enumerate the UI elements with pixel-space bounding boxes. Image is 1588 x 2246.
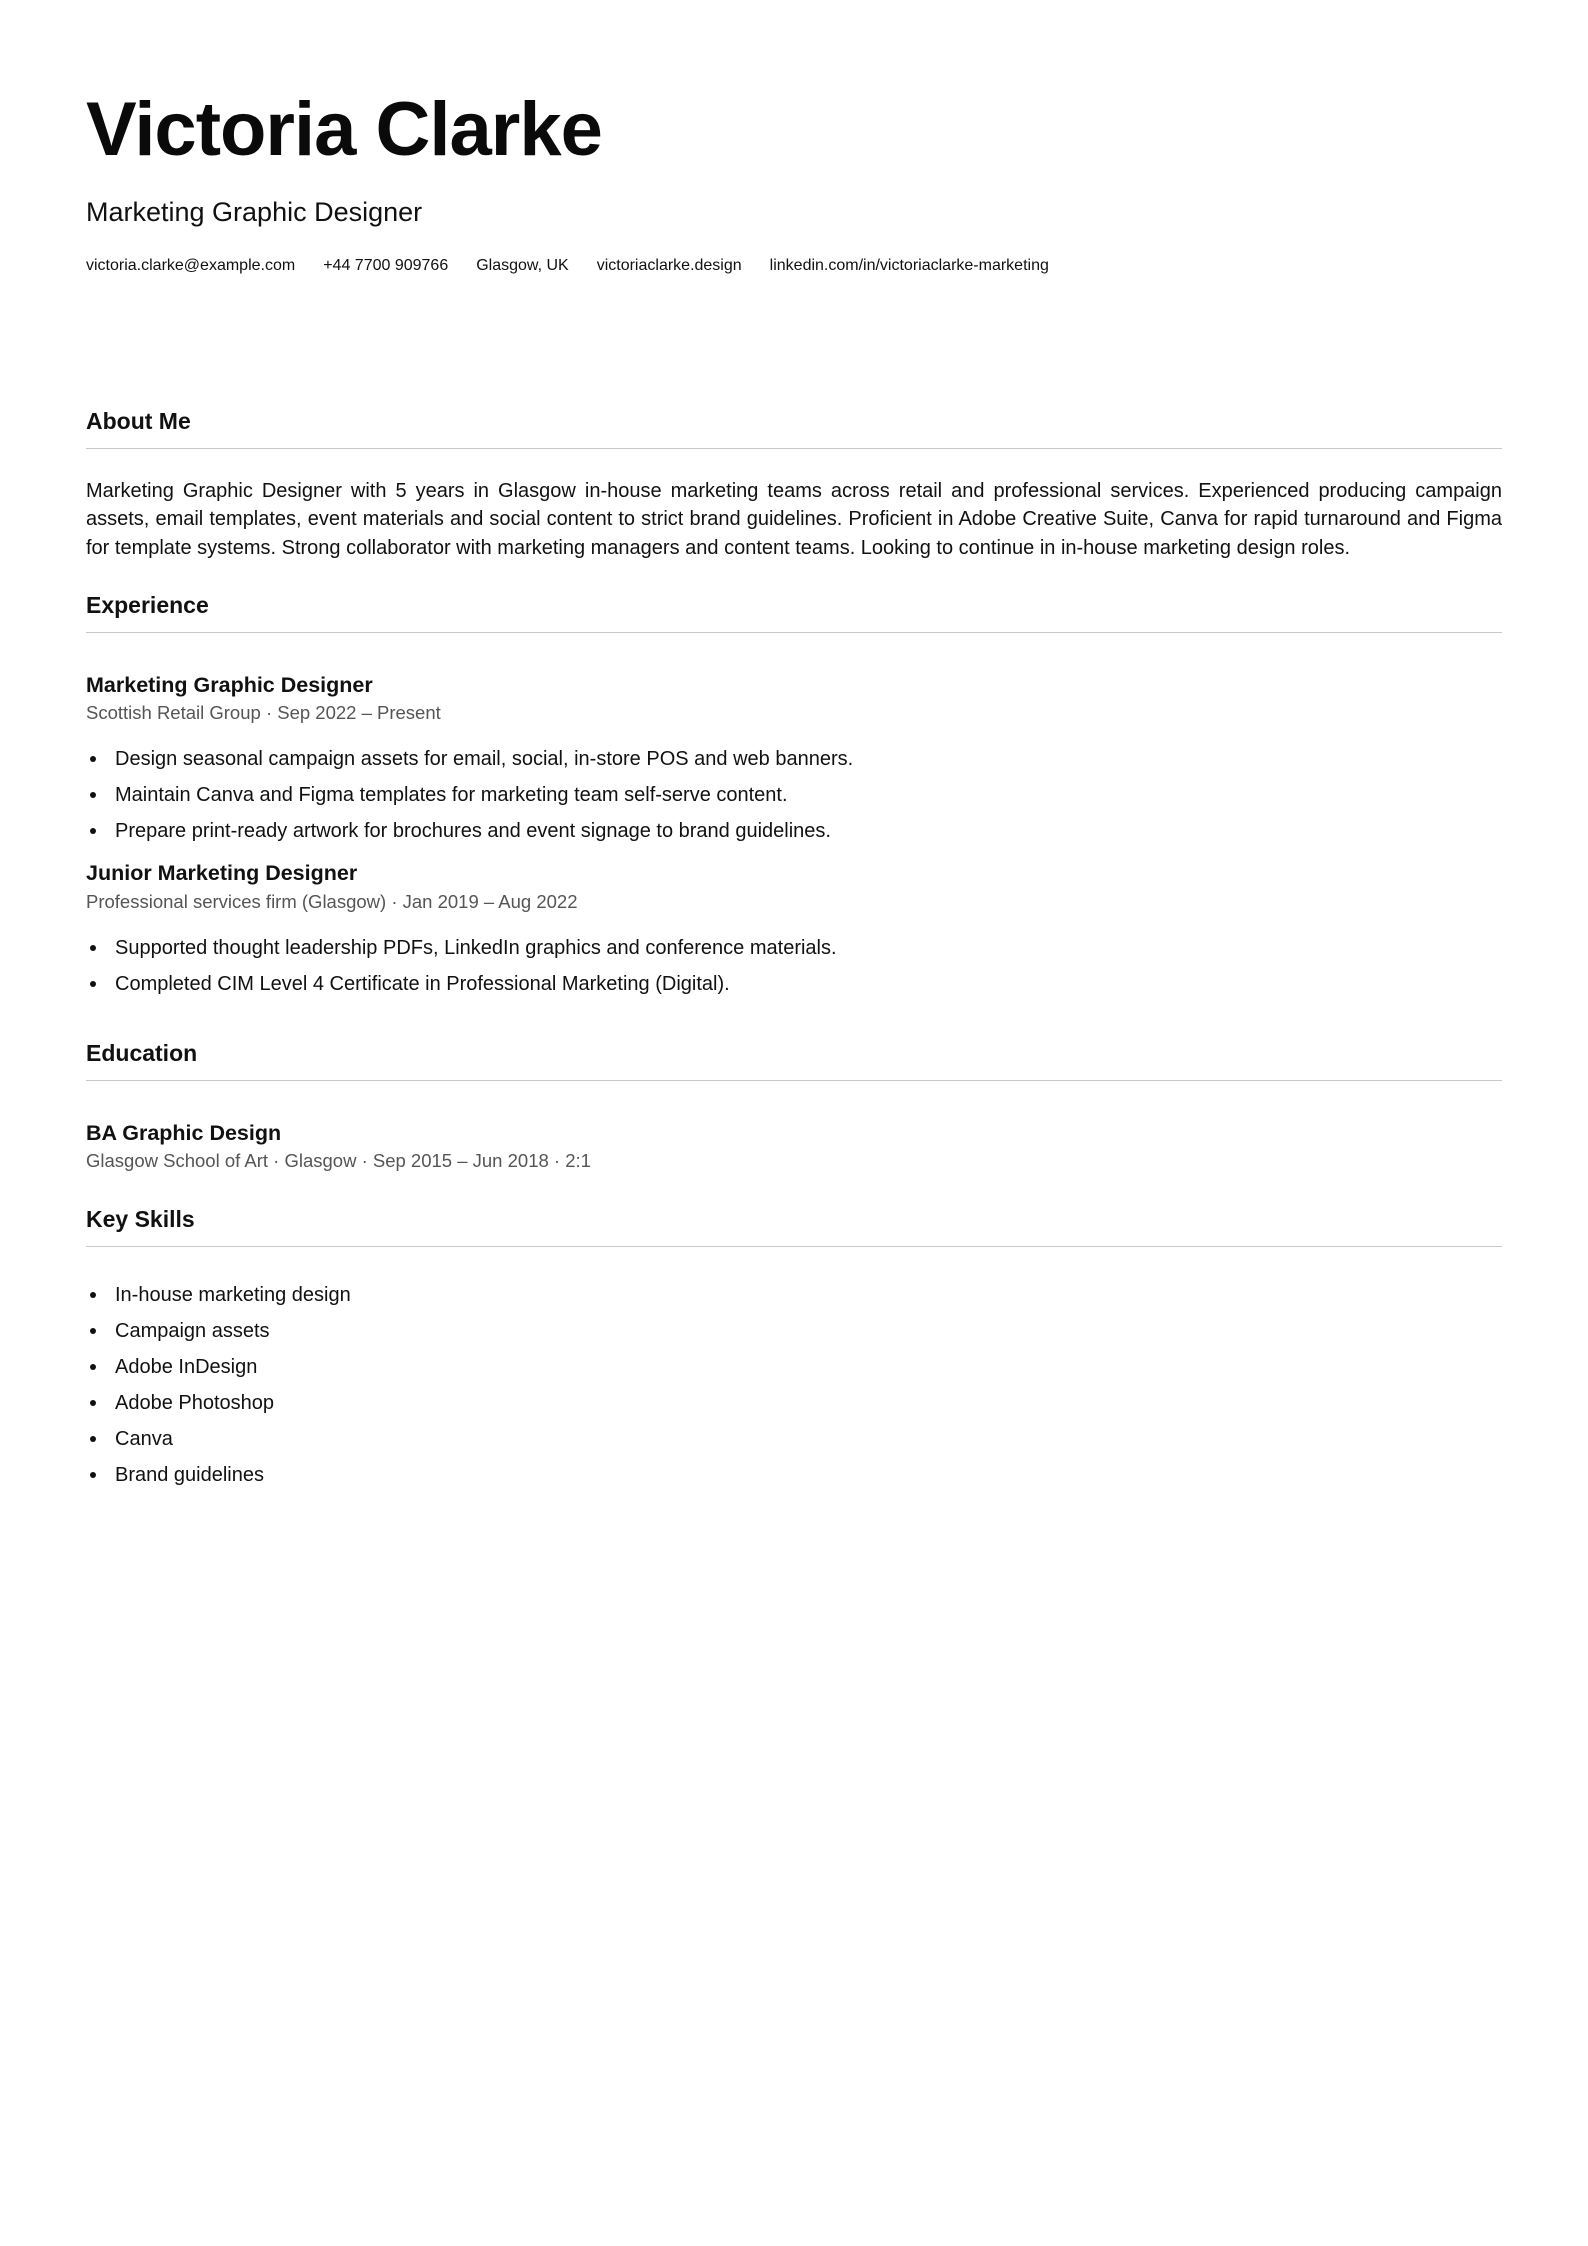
candidate-title: Marketing Graphic Designer xyxy=(86,197,423,227)
skills-section xyxy=(86,1206,1502,1493)
skills-heading: Key Skills xyxy=(86,1206,195,1232)
candidate-name: Victoria Clarke xyxy=(86,87,602,172)
job-bullets xyxy=(86,741,1502,849)
contact-list xyxy=(86,256,1049,275)
contact-phone[interactable]: +44 7700 909766 xyxy=(323,257,449,274)
section-divider xyxy=(86,632,1502,633)
job-title: Marketing Graphic Designer xyxy=(86,672,373,697)
list-item: Adobe InDesign xyxy=(86,1349,1502,1385)
experience-section xyxy=(86,592,1502,1002)
list-item: Adobe Photoshop xyxy=(86,1385,1502,1421)
job-bullets xyxy=(86,930,1502,1002)
about-section xyxy=(86,408,1502,562)
job-entry xyxy=(86,673,1502,850)
education-section xyxy=(86,1040,1502,1173)
experience-heading: Experience xyxy=(86,592,209,618)
job-meta: Scottish Retail Group · Sep 2022 – Present xyxy=(86,702,441,724)
job-entry xyxy=(86,861,1502,1002)
about-heading: About Me xyxy=(86,408,191,434)
list-item: Prepare print-ready artwork for brochures and event signage to brand guidelines. xyxy=(86,813,1502,849)
section-divider xyxy=(86,1246,1502,1247)
section-divider xyxy=(86,448,1502,449)
job-title: Junior Marketing Designer xyxy=(86,861,358,886)
list-item: Supported thought leadership PDFs, LinkedIn graphics and conference materials. xyxy=(86,930,1502,966)
list-item: Design seasonal campaign assets for email, social, in-store POS and web banners. xyxy=(86,741,1502,777)
list-item: In-house marketing design xyxy=(86,1277,1502,1313)
list-item: Completed CIM Level 4 Certificate in Professional Marketing (Digital). xyxy=(86,966,1502,1002)
contact-linkedin[interactable]: linkedin.com/in/victoriaclarke-marketing xyxy=(769,257,1049,274)
list-item: Campaign assets xyxy=(86,1313,1502,1349)
list-item: Maintain Canva and Figma templates for marketing team self-serve content. xyxy=(86,777,1502,813)
job-meta: Professional services firm (Glasgow) · Jan 2019 – Aug 2022 xyxy=(86,891,578,913)
contact-website[interactable]: victoriaclarke.design xyxy=(596,257,742,274)
contact-location: Glasgow, UK xyxy=(476,257,569,274)
list-item: Brand guidelines xyxy=(86,1457,1502,1493)
education-heading: Education xyxy=(86,1040,198,1066)
degree-meta: Glasgow School of Art · Glasgow · Sep 2015 – Jun 2018 · 2:1 xyxy=(86,1150,591,1172)
list-item: Canva xyxy=(86,1421,1502,1457)
education-entry xyxy=(86,1121,1502,1174)
contact-email[interactable]: victoria.clarke@example.com xyxy=(86,257,296,274)
section-divider xyxy=(86,1080,1502,1081)
about-text: Marketing Graphic Designer with 5 years in Glasgow in-house marketing teams across retail and professional services. Experienced producing campaign assets, email templates, event materials and social content to strict brand guidelines. Proficient in Adobe Creative Suite, Canva for rapid turnaround and Figma for template systems. Strong collaborator with marketing managers and content teams. Looking to continue in in-house marketing design roles. xyxy=(86,479,1502,559)
skills-list xyxy=(86,1277,1502,1493)
degree-title: BA Graphic Design xyxy=(86,1120,282,1145)
